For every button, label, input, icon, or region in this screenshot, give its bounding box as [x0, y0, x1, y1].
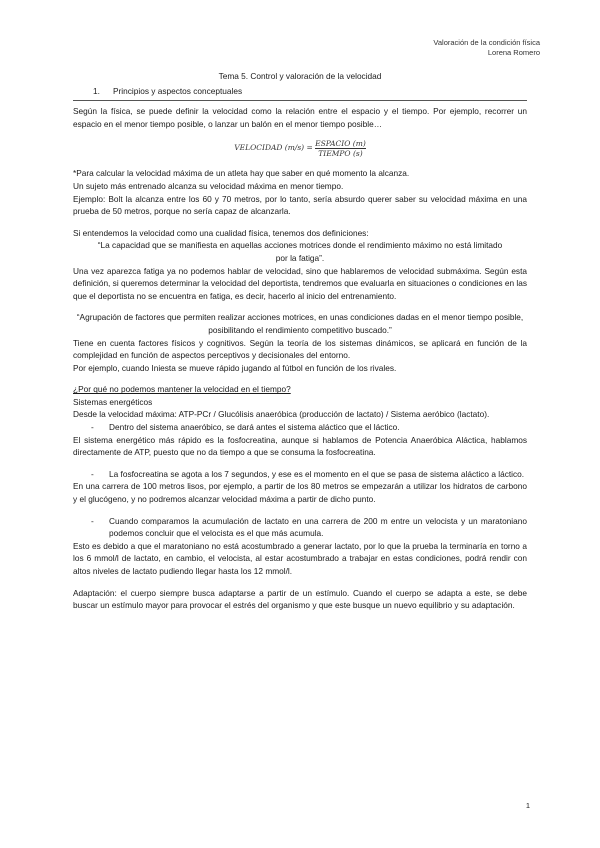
section-heading: [73, 85, 527, 102]
heading-why: ¿Por qué no podemos mantener la velocidad en el tiempo?: [73, 384, 291, 395]
section-number: 1.: [93, 85, 100, 96]
velocity-formula: [73, 139, 527, 158]
paragraph-systems: Desde la velocidad máxima: ATP-PCr / Glucólisis anaeróbica (producción de lactato) / Sistema aeróbico (lactato).: [73, 409, 490, 420]
document-body: [73, 70, 527, 612]
list-item: [73, 421, 527, 434]
section-label: Principios y aspectos conceptuales: [113, 85, 243, 96]
list-dash: -: [91, 422, 94, 433]
formula-lhs: VELOCIDAD (m/s) =: [234, 143, 313, 153]
formula-fraction: [315, 139, 366, 158]
quote-definition-1: “La capacidad que se manifiesta en aquellas acciones motrices donde el rendimiento máximo no está limitado por la fatiga”.: [97, 240, 503, 263]
header-author: Lorena Romero: [487, 48, 540, 57]
paragraph-two-definitions: Si entendemos la velocidad como una cualidad física, tenemos dos definiciones:: [73, 227, 369, 238]
page-number: 1: [525, 801, 530, 810]
paragraph-lactate: Esto es debido a que el maratoniano no está acostumbrado a generar lactato, por lo que la prueba la terminaría en torno a los 6 mmol/l de lactato, en cambio, el velocista, al estar acostumbrado a trabajar en estas condiciones, podrá rendir con altos niveles de lactato pudiendo llegar hasta los 12 mmol/l.: [73, 540, 527, 576]
paragraph-example-iniesta: Por ejemplo, cuando Iniesta se mueve rápido jugando al fútbol en función de los rivales.: [73, 362, 397, 373]
formula-denominator: TIEMPO (s): [318, 149, 363, 159]
heading-energy-systems: Sistemas energéticos: [73, 396, 153, 407]
list-item-text: La fosfocreatina se agota a los 7 segundos, y ese es el momento en el que se pasa de sistema aláctico a láctico.: [109, 468, 525, 479]
paragraph-trained: Un sujeto más entrenado alcanza su velocidad máxima en menor tiempo.: [73, 180, 344, 191]
page-title: Tema 5. Control y valoración de la velocidad: [218, 71, 382, 81]
formula-numerator: ESPACIO (m): [315, 139, 366, 149]
paragraph-note: *Para calcular la velocidad máxima de un atleta hay que saber en qué momento la alcanza.: [73, 168, 410, 179]
list-dash: -: [91, 515, 94, 526]
paragraph-example-bolt: Ejemplo: Bolt la alcanza entre los 60 y 70 metros, por lo tanto, sería absurdo querer saber su velocidad máxima en una prueba de 50 metros, porque no sería capaz de alcanzarla.: [73, 193, 527, 217]
page-header: [433, 38, 540, 58]
list-item-text: Cuando comparamos la acumulación de lactato en una carrera de 200 m entre un velocista y un maratoniano podemos concluir que el velocista es el que más acumula.: [109, 515, 527, 539]
list-item: [73, 468, 527, 481]
quote-definition-2: “Agrupación de factores que permiten realizar acciones motrices, en unas condiciones dadas en el menor tiempo posible, posibilitando el rendimiento competitivo buscado.”: [76, 312, 524, 335]
paragraph-adaptation: Adaptación: el cuerpo siempre busca adaptarse a partir de un estímulo. Cuando el cuerpo se adapta a este, se debe buscar un estímulo mayor para provocar el estrés del organismo y que este busque un nuevo equilibrio y su adaptación.: [73, 587, 527, 611]
header-course: Valoración de la condición física: [433, 38, 540, 47]
paragraph-factors: Tiene en cuenta factores físicos y cognitivos. Según la teoría de los sistemas dinámicos, se aplicará en función de la complejidad en función de aspectos perceptivos y decisionales del entorno.: [73, 337, 527, 361]
paragraph-fatigue: Una vez aparezca fatiga ya no podemos hablar de velocidad, sino que hablaremos de velocidad submáxima. Según esta definición, si queremos determinar la velocidad del deportista, tendremos que evaluarla en situaciones o condiciones en las que el deportista no se encuentra en fatiga, es decir, hacerlo al inicio del entrenamiento.: [73, 265, 527, 301]
list-dash: -: [91, 468, 94, 479]
list-item-text: Dentro del sistema anaeróbico, se dará antes el sistema aláctico que el láctico.: [109, 422, 400, 433]
paragraph-phosphocreatine: El sistema energético más rápido es la fosfocreatina, aunque si hablamos de Potencia Anaeróbica Aláctica, hablamos directamente de ATP, puesto que no da tiempo a que se consuma la fosfocreatina.: [73, 434, 527, 458]
list-item: [73, 515, 527, 540]
paragraph-definition: Según la física, se puede definir la velocidad como la relación entre el espacio y el tiempo. Por ejemplo, recorrer un espacio en el menor tiempo posible, o lanzar un balón en el menor tiempo posible…: [73, 106, 527, 129]
paragraph-100m: En una carrera de 100 metros lisos, por ejemplo, a partir de los 80 metros se empezarán a utilizar los hidratos de carbono y el glucógeno, y no podremos alcanzar velocidad máxima a partir de dicho punto.: [73, 481, 527, 505]
